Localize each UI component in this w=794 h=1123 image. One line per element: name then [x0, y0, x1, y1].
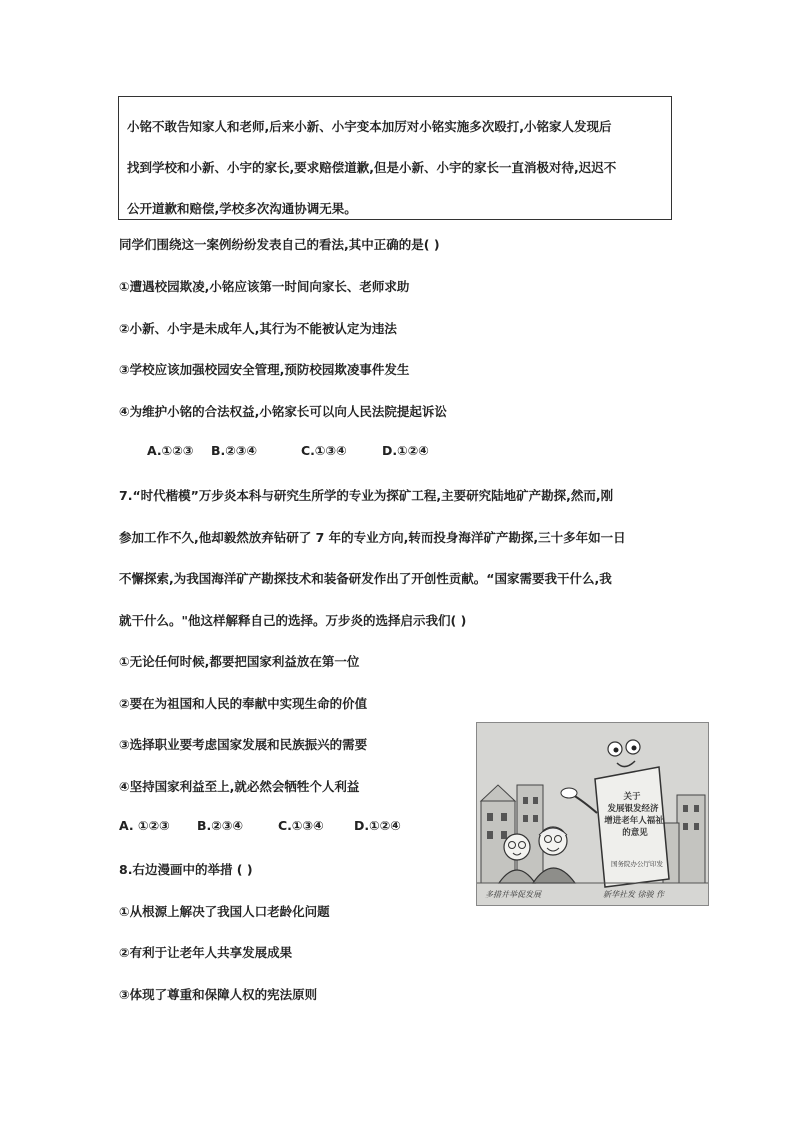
q6-choice-b: B.②③④: [211, 443, 258, 458]
cartoon-illustration: [476, 722, 709, 906]
q6-option-4: ④为维护小铭的合法权益,小铭家长可以向人民法院提起诉讼: [119, 404, 447, 419]
q6-stem: 同学们围绕这一案例纷纷发表自己的看法,其中正确的是( ): [119, 237, 440, 252]
q6-option-1: ①遭遇校园欺凌,小铭应该第一时间向家长、老师求助: [119, 279, 410, 294]
cartoon-caption-right: 新华社发 徐骏 作: [603, 890, 665, 899]
cartoon-doc-line: 发展银发经济: [607, 804, 659, 814]
q6-choice-c: C.①③④: [301, 443, 347, 458]
cartoon-doc-line: 关于: [623, 792, 641, 802]
case-line: 公开道歉和赔偿,学校多次沟通协调无果。: [127, 201, 357, 216]
cartoon-doc-footer: 国务院办公厅印发: [611, 860, 663, 868]
q8-option-2: ②有利于让老年人共享发展成果: [119, 945, 293, 960]
q7-choice-a: A. ①②③: [119, 818, 170, 833]
q6-option-2: ②小新、小宇是未成年人,其行为不能被认定为违法: [119, 321, 397, 336]
q7-stem-line-3: 不懈探索,为我国海洋矿产勘探技术和装备研发作出了开创性贡献。“国家需要我干什么,我: [119, 571, 612, 586]
q6-choices: [147, 443, 467, 461]
q7-choice-d: D.①②④: [354, 818, 401, 833]
q7-option-4: ④坚持国家利益至上,就必然会牺牲个人利益: [119, 779, 360, 794]
q7-stem-line-2: 参加工作不久,他却毅然放弃钻研了 7 年的专业方向,转而投身海洋矿产勘探,三十多年如一日: [119, 530, 626, 545]
q8-stem: 8.右边漫画中的举措 ( ): [119, 862, 253, 877]
q7-choice-c: C.①③④: [278, 818, 324, 833]
q7-option-3: ③选择职业要考虑国家发展和民族振兴的需要: [119, 737, 368, 752]
q7-choices: [119, 818, 439, 836]
q7-option-2: ②要在为祖国和人民的奉献中实现生命的价值: [119, 696, 368, 711]
q7-option-1: ①无论任何时候,都要把国家利益放在第一位: [119, 654, 360, 669]
cartoon-doc-line: 增进老年人福祉: [604, 816, 664, 826]
case-line: 小铭不敢告知家人和老师,后来小新、小宇变本加厉对小铭实施多次殴打,小铭家人发现后: [127, 119, 612, 134]
cartoon-doc-line: 的意见: [622, 828, 648, 838]
case-text-box: [118, 96, 672, 220]
q8-option-1: ①从根源上解决了我国人口老龄化问题: [119, 904, 330, 919]
q7-stem-line-1: 7.“时代楷模”万步炎本科与研究生所学的专业为探矿工程,主要研究陆地矿产勘探,然而,刚: [119, 488, 614, 503]
q6-choice-d: D.①②④: [382, 443, 429, 458]
q8-option-3: ③体现了尊重和保障人权的宪法原则: [119, 987, 318, 1002]
q7-stem-line-4: 就干什么。"他这样解释自己的选择。万步炎的选择启示我们( ): [119, 613, 467, 628]
q6-option-3: ③学校应该加强校园安全管理,预防校园欺凌事件发生: [119, 362, 410, 377]
q6-choice-a: A.①②③: [147, 443, 194, 458]
cartoon-caption-left: 多措并举促发展: [485, 890, 541, 899]
q7-choice-b: B.②③④: [197, 818, 244, 833]
case-line: 找到学校和小新、小宇的家长,要求赔偿道歉,但是小新、小宇的家长一直消极对待,迟迟不: [127, 160, 617, 175]
